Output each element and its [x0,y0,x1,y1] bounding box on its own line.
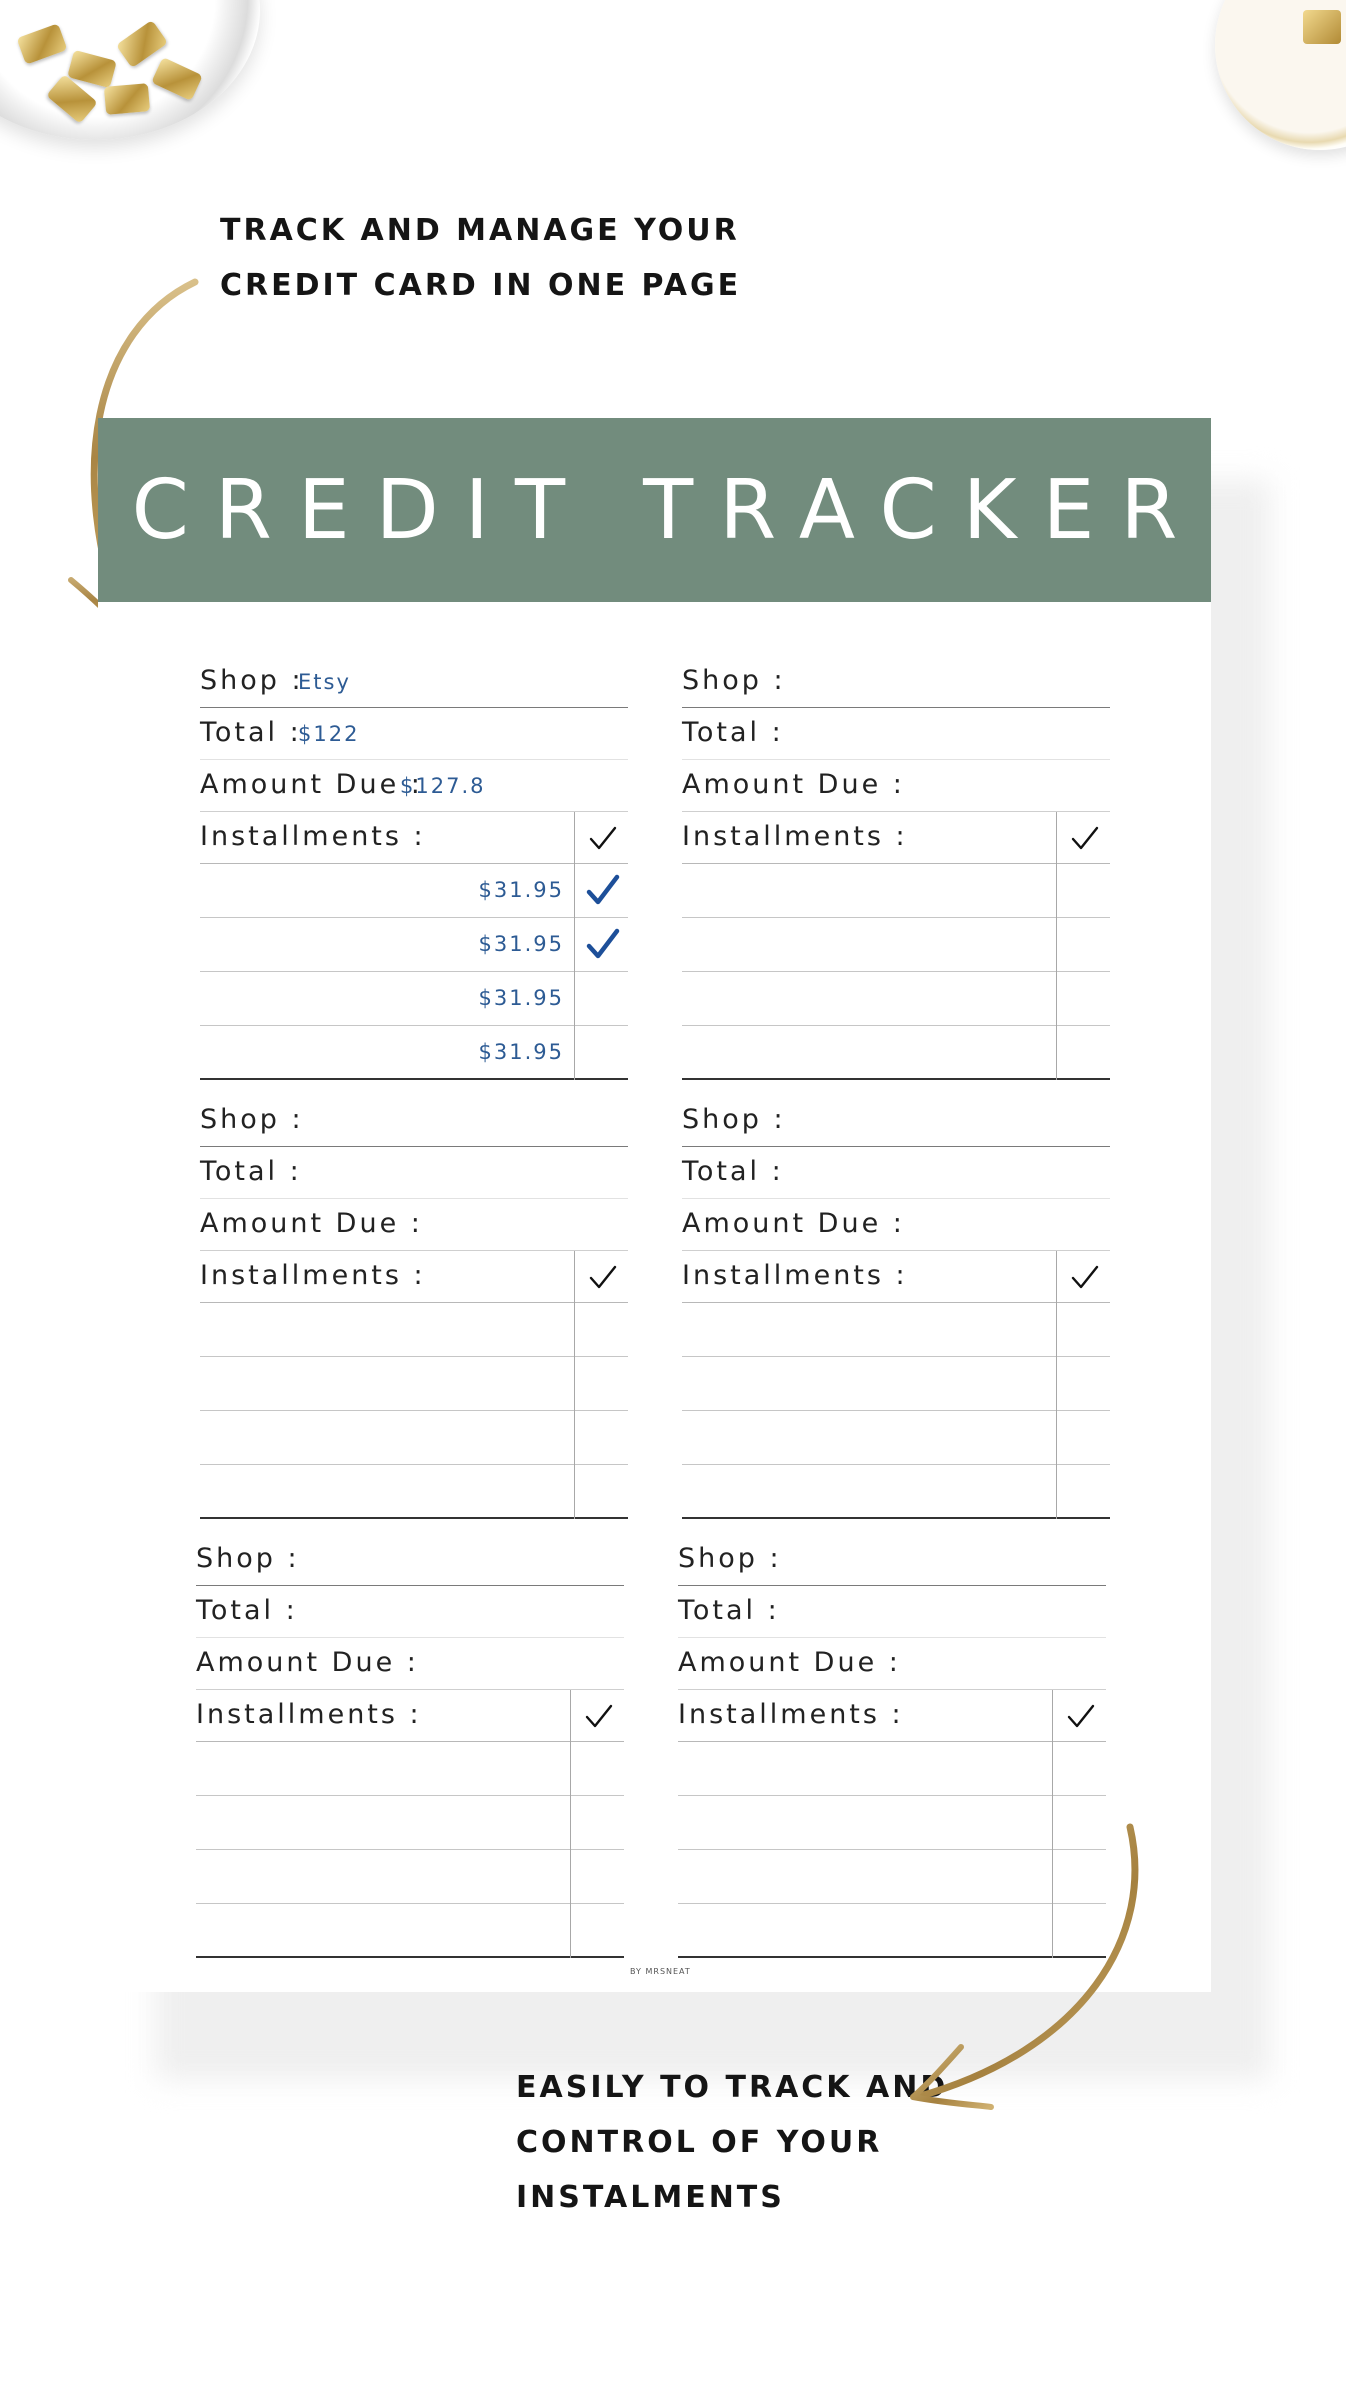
amount-due-label: Amount Due : [682,769,905,800]
installment-amount[interactable]: $31.95 [478,878,564,902]
installment-row [200,1357,628,1411]
installment-row [200,864,628,918]
total-label: Total : [200,717,302,748]
installment-row [682,864,1110,918]
paid-checkbox[interactable] [1067,926,1103,962]
shop-label: Shop : [682,665,786,696]
caption-line: CONTROL OF YOUR [516,2125,883,2160]
amount-due-row [682,760,1110,812]
shop-row [196,1534,624,1586]
paid-checkbox[interactable] [585,1365,621,1401]
installment-row [200,918,628,972]
amount-due-label: Amount Due : [200,769,423,800]
paid-check-icon[interactable] [585,872,621,908]
caption-line: CREDIT CARD IN ONE PAGE [220,268,742,303]
shop-label: Shop : [200,1104,304,1135]
paid-checkbox[interactable] [1067,1473,1103,1509]
check-header-icon [588,824,618,852]
installments-label: Installments : [200,821,426,852]
check-header-icon [584,1702,614,1730]
installments-header [200,812,628,864]
total-row [196,1586,624,1638]
check-header-icon [1070,824,1100,852]
paid-checkbox[interactable] [581,1912,617,1948]
gold-clip-dish-photo [1215,0,1346,150]
installments-label: Installments : [200,1260,426,1291]
total-row [678,1586,1106,1638]
credit-tracker-sheet [98,418,1211,1992]
installments-header [682,812,1110,864]
installments-header [678,1690,1106,1742]
installment-row [682,1411,1110,1465]
caption-top [220,203,741,313]
installment-row [196,1796,624,1850]
caption-line: TRACK AND MANAGE YOUR [220,213,740,248]
installments-label: Installments : [196,1699,422,1730]
check-column-divider [1056,812,1057,1080]
caption-line: INSTALMENTS [516,2180,785,2215]
paid-check-icon[interactable] [585,926,621,962]
paid-checkbox[interactable] [585,1034,621,1070]
total-label: Total : [200,1156,302,1187]
installment-row [678,1742,1106,1796]
check-header-icon [1070,1263,1100,1291]
shop-label: Shop : [196,1543,300,1574]
check-column-divider [574,1251,575,1519]
total-row [682,1147,1110,1199]
paid-checkbox[interactable] [581,1804,617,1840]
shop-row [682,1095,1110,1147]
title-band [98,418,1211,602]
shop-row [678,1534,1106,1586]
shop-row [200,656,628,708]
installment-amount[interactable]: $31.95 [478,986,564,1010]
paid-checkbox[interactable] [585,980,621,1016]
tracker-block [196,1534,624,1954]
installment-row [196,1742,624,1796]
paid-checkbox[interactable] [1063,1750,1099,1786]
amount-due-row [678,1638,1106,1690]
installment-row [682,1357,1110,1411]
paid-checkbox[interactable] [1067,1034,1103,1070]
paid-checkbox[interactable] [1067,872,1103,908]
total-row [200,1147,628,1199]
paid-checkbox[interactable] [585,1473,621,1509]
shop-value[interactable]: Etsy [298,670,351,694]
amount-due-row [200,760,628,812]
tracker-block [682,1095,1110,1515]
paid-checkbox[interactable] [1067,1365,1103,1401]
installments-label: Installments : [682,821,908,852]
installment-row [196,1904,624,1958]
total-label: Total : [196,1595,298,1626]
caption-line: EASILY TO TRACK AND [516,2070,949,2105]
paid-checkbox[interactable] [1067,980,1103,1016]
installments-label: Installments : [682,1260,908,1291]
paid-checkbox[interactable] [585,1311,621,1347]
tracker-block [200,656,628,1076]
total-label: Total : [678,1595,780,1626]
shop-label: Shop : [200,665,304,696]
sheet-title: CREDIT TRACKER [131,462,1204,558]
installment-amount[interactable]: $31.95 [478,932,564,956]
amount-due-label: Amount Due : [200,1208,423,1239]
tracker-block [200,1095,628,1515]
tracker-block [682,656,1110,1076]
installment-row [196,1850,624,1904]
gold-clips-bowl-photo [0,0,260,140]
caption-bottom [516,2060,948,2225]
total-row [200,708,628,760]
check-column-divider [574,812,575,1080]
footer-credit: BY MRSNEAT [630,1967,691,1976]
gold-arrow-right-icon [895,1815,1165,2115]
total-row [682,708,1110,760]
amount-due-row [682,1199,1110,1251]
shop-row [682,656,1110,708]
installment-row [200,1465,628,1519]
check-column-divider [570,1690,571,1958]
installment-row [200,972,628,1026]
installment-row [200,1411,628,1465]
installments-label: Installments : [678,1699,904,1730]
check-header-icon [1066,1702,1096,1730]
installments-header [200,1251,628,1303]
check-column-divider [1056,1251,1057,1519]
amount-due-label: Amount Due : [682,1208,905,1239]
installment-row [682,1465,1110,1519]
installment-row [682,1303,1110,1357]
amount-due-value[interactable]: $127.8 [400,774,486,798]
total-label: Total : [682,1156,784,1187]
total-label: Total : [682,717,784,748]
check-header-icon [588,1263,618,1291]
installment-row [200,1303,628,1357]
total-value[interactable]: $122 [298,722,360,746]
shop-label: Shop : [678,1543,782,1574]
installment-row [682,918,1110,972]
shop-label: Shop : [682,1104,786,1135]
paid-checkbox[interactable] [581,1858,617,1894]
amount-due-label: Amount Due : [678,1647,901,1678]
shop-row [200,1095,628,1147]
installment-row [682,1026,1110,1080]
installment-row [682,972,1110,1026]
paid-checkbox[interactable] [581,1750,617,1786]
amount-due-row [196,1638,624,1690]
amount-due-row [200,1199,628,1251]
installments-header [682,1251,1110,1303]
installments-header [196,1690,624,1742]
paid-checkbox[interactable] [585,1419,621,1455]
paid-checkbox[interactable] [1067,1311,1103,1347]
paid-checkbox[interactable] [1067,1419,1103,1455]
amount-due-label: Amount Due : [196,1647,419,1678]
installment-row [200,1026,628,1080]
installment-amount[interactable]: $31.95 [478,1040,564,1064]
